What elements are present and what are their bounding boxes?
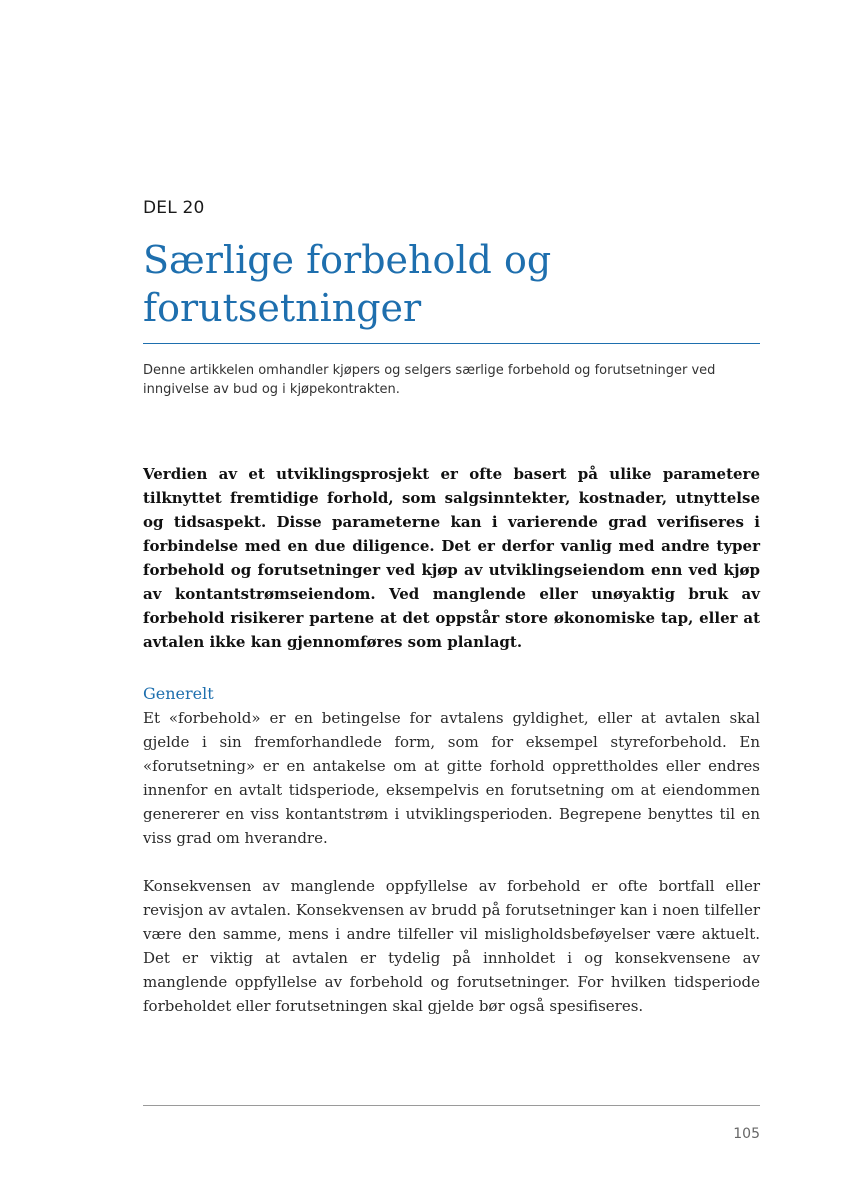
part-label: DEL 20 (143, 198, 205, 218)
intro-text: Denne artikkelen omhandler kjøpers og selgers særlige forbehold og forutsetninger ved inngivelse av bud og i kjøpekontrakten. (143, 363, 716, 397)
lead-paragraph: Verdien av et utviklingsprosjekt er ofte basert på ulike parametere tilknyttet fremtidige forhold, som salgsinntekter, kostnader, utnyttelse og tidsaspekt. Disse parameterne kan i varierende grad verifiseres i forbindelse med en due diligence. Det er derfor vanlig med andre typer forbehold og forutsetninger ved kjøp av utviklingseiendom enn ved kjøp av kontantstrømseiendom. Ved manglende eller unøyaktig bruk av forbehold risikerer partene at det oppstår store økonomiske tap, eller at avtalen ikke kan gjennomføres som planlagt. (143, 465, 760, 651)
page-number: 105 (733, 1126, 760, 1142)
title-divider (143, 343, 760, 344)
body-paragraph: Konsekvensen av manglende oppfyllelse av forbehold er ofte bortfall eller revisjon av avtalen. Konsekvensen av brudd på forutsetninger kan i noen tilfeller være den samme, mens i andre tilfeller vil misligholdsbeføyelser være aktuelt. Det er viktig at avtalen er tydelig på innholdet i og konsekvensene av manglende oppfyllelse av forbehold og forutsetninger. For hvilken tidsperiode forbeholdet eller forutsetningen skal gjelde bør også spesifiseres. (143, 877, 760, 1015)
section-heading: Generelt (143, 684, 214, 703)
footer-divider (143, 1105, 760, 1106)
chapter-title: Særlige forbehold og forutsetninger (143, 238, 552, 330)
body-paragraph: Et «forbehold» er en betingelse for avtalens gyldighet, eller at avtalen skal gjelde i sin fremforhandlede form, som for eksempel styreforbehold. En «forutsetning» er en antakelse om at gitte forhold opprettholdes eller endres innenfor en avtalt tidsperiode, eksempelvis en forutsetning om at eiendommen genererer en viss kontantstrøm i utviklingsperioden. Begrepene benyttes til en viss grad om hverandre. (143, 709, 760, 847)
document-page (143, 0, 760, 1200)
